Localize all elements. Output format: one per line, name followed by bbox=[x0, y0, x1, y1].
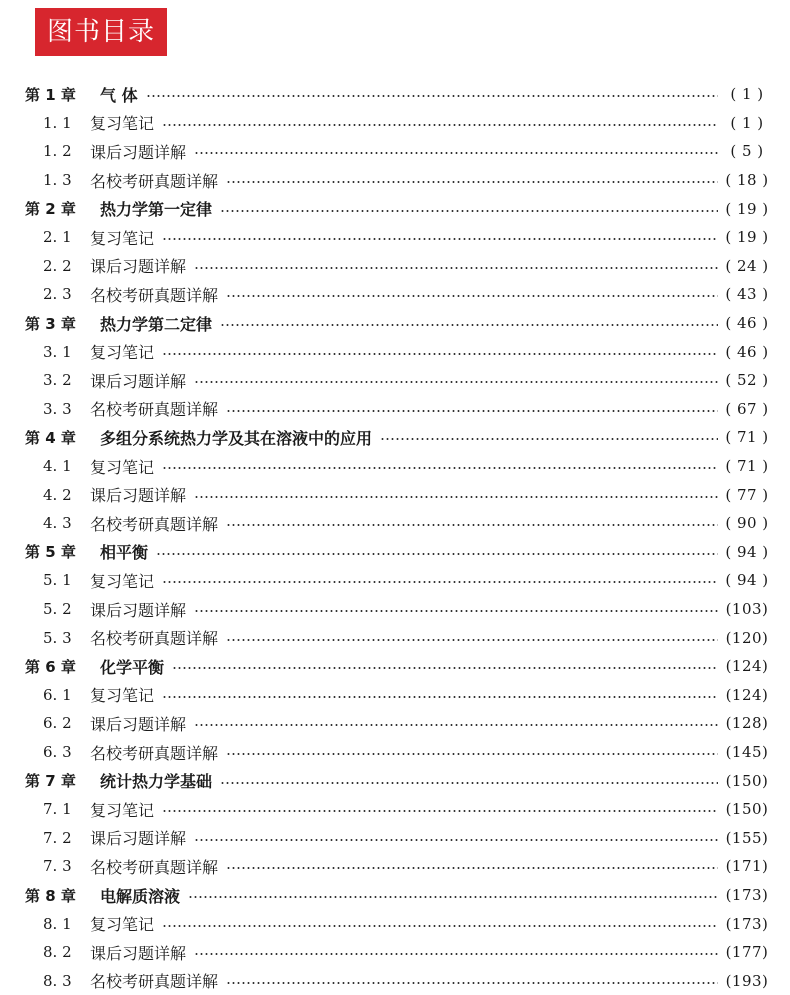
toc-section-row[interactable] bbox=[0, 480, 790, 509]
section-title: 复习笔记 bbox=[90, 343, 155, 363]
toc-section-row[interactable] bbox=[0, 252, 790, 281]
dot-leader bbox=[172, 667, 718, 669]
toc-section-row[interactable] bbox=[0, 452, 790, 481]
page-number: (103) bbox=[725, 600, 769, 619]
page-number: ( 5 ) bbox=[730, 142, 764, 161]
section-title: 课后习题详解 bbox=[90, 371, 187, 391]
toc-section-row[interactable] bbox=[0, 681, 790, 710]
toc-section-row[interactable] bbox=[0, 223, 790, 252]
chapter-number: 第 2 章 bbox=[25, 200, 76, 219]
dot-leader bbox=[194, 152, 718, 154]
chapter-number: 第 6 章 bbox=[25, 657, 76, 676]
section-title: 名校考研真题详解 bbox=[90, 857, 219, 877]
page-number: (120) bbox=[725, 628, 769, 647]
section-title: 复习笔记 bbox=[90, 915, 155, 935]
toc-section-row[interactable] bbox=[0, 395, 790, 424]
dot-leader bbox=[220, 324, 718, 326]
dot-leader bbox=[162, 467, 718, 469]
dot-leader bbox=[162, 925, 718, 927]
dot-leader bbox=[220, 210, 718, 212]
section-number: 2. 2 bbox=[43, 256, 72, 275]
chapter-title: 相平衡 bbox=[100, 543, 149, 563]
section-number: 4. 1 bbox=[43, 457, 72, 476]
page-number: ( 43 ) bbox=[725, 285, 769, 304]
toc-section-row[interactable] bbox=[0, 366, 790, 395]
toc-section-row[interactable] bbox=[0, 738, 790, 767]
toc-chapter-row[interactable] bbox=[0, 652, 790, 681]
section-title: 课后习题详解 bbox=[90, 829, 187, 849]
toc-section-row[interactable] bbox=[0, 166, 790, 195]
section-title: 复习笔记 bbox=[90, 800, 155, 820]
dot-leader bbox=[194, 267, 718, 269]
dot-leader bbox=[162, 810, 718, 812]
toc-section-row[interactable] bbox=[0, 967, 790, 995]
section-title: 课后习题详解 bbox=[90, 142, 187, 162]
dot-leader bbox=[380, 438, 718, 440]
section-number: 2. 3 bbox=[43, 285, 72, 304]
page-number: ( 1 ) bbox=[730, 113, 764, 132]
section-number: 8. 3 bbox=[43, 971, 72, 990]
section-title: 名校考研真题详解 bbox=[90, 171, 219, 191]
toc-section-row[interactable] bbox=[0, 280, 790, 309]
page-number: ( 71 ) bbox=[725, 428, 769, 447]
chapter-title: 化学平衡 bbox=[100, 657, 165, 677]
page-number: ( 94 ) bbox=[725, 542, 769, 561]
section-title: 名校考研真题详解 bbox=[90, 514, 219, 534]
dot-leader bbox=[194, 496, 718, 498]
chapter-title: 多组分系统热力学及其在溶液中的应用 bbox=[100, 428, 373, 448]
section-number: 5. 1 bbox=[43, 571, 72, 590]
page-number: ( 18 ) bbox=[725, 171, 769, 190]
dot-leader bbox=[226, 982, 718, 984]
section-title: 复习笔记 bbox=[90, 571, 155, 591]
section-number: 8. 1 bbox=[43, 914, 72, 933]
toc-chapter-row[interactable] bbox=[0, 766, 790, 795]
section-number: 6. 3 bbox=[43, 743, 72, 762]
chapter-title: 气 体 bbox=[100, 85, 138, 105]
section-number: 3. 1 bbox=[43, 342, 72, 361]
page-number: ( 94 ) bbox=[725, 571, 769, 590]
dot-leader bbox=[194, 381, 718, 383]
toc-chapter-row[interactable] bbox=[0, 194, 790, 223]
dot-leader bbox=[226, 295, 718, 297]
section-title: 课后习题详解 bbox=[90, 486, 187, 506]
toc-chapter-row[interactable] bbox=[0, 881, 790, 910]
toc-section-row[interactable] bbox=[0, 566, 790, 595]
toc-section-row[interactable] bbox=[0, 709, 790, 738]
toc-section-row[interactable] bbox=[0, 852, 790, 881]
page-number: ( 90 ) bbox=[725, 514, 769, 533]
section-number: 3. 3 bbox=[43, 399, 72, 418]
section-number: 6. 2 bbox=[43, 714, 72, 733]
page-number: (193) bbox=[725, 971, 769, 990]
page-number: ( 67 ) bbox=[725, 399, 769, 418]
toc-section-row[interactable] bbox=[0, 595, 790, 624]
page-number: ( 24 ) bbox=[725, 256, 769, 275]
dot-leader bbox=[194, 839, 718, 841]
section-title: 名校考研真题详解 bbox=[90, 972, 219, 992]
page-number: ( 19 ) bbox=[725, 228, 769, 247]
chapter-number: 第 4 章 bbox=[25, 428, 76, 447]
dot-leader bbox=[194, 724, 718, 726]
toc-section-row[interactable] bbox=[0, 795, 790, 824]
toc-section-row[interactable] bbox=[0, 909, 790, 938]
section-number: 5. 3 bbox=[43, 628, 72, 647]
toc-section-row[interactable] bbox=[0, 109, 790, 138]
page-title-banner bbox=[35, 8, 167, 56]
section-title: 复习笔记 bbox=[90, 686, 155, 706]
section-number: 1. 3 bbox=[43, 171, 72, 190]
page-number: (173) bbox=[725, 914, 769, 933]
section-title: 复习笔记 bbox=[90, 457, 155, 477]
page-number: ( 77 ) bbox=[725, 485, 769, 504]
page-number: (128) bbox=[725, 714, 769, 733]
dot-leader bbox=[188, 896, 718, 898]
section-number: 8. 2 bbox=[43, 943, 72, 962]
toc-chapter-row[interactable] bbox=[0, 423, 790, 452]
section-title: 名校考研真题详解 bbox=[90, 400, 219, 420]
chapter-title: 统计热力学基础 bbox=[100, 772, 213, 792]
dot-leader bbox=[226, 867, 718, 869]
section-title: 复习笔记 bbox=[90, 114, 155, 134]
toc-section-row[interactable] bbox=[0, 509, 790, 538]
section-number: 1. 2 bbox=[43, 142, 72, 161]
section-title: 课后习题详解 bbox=[90, 600, 187, 620]
section-number: 2. 1 bbox=[43, 228, 72, 247]
dot-leader bbox=[226, 639, 718, 641]
page-number: (150) bbox=[725, 771, 769, 790]
section-title: 复习笔记 bbox=[90, 228, 155, 248]
section-number: 4. 3 bbox=[43, 514, 72, 533]
page-number: ( 71 ) bbox=[725, 457, 769, 476]
dot-leader bbox=[194, 610, 718, 612]
section-title: 课后习题详解 bbox=[90, 257, 187, 277]
section-title: 名校考研真题详解 bbox=[90, 743, 219, 763]
chapter-title: 电解质溶液 bbox=[100, 886, 181, 906]
chapter-number: 第 1 章 bbox=[25, 85, 76, 104]
page-number: (145) bbox=[725, 743, 769, 762]
dot-leader bbox=[226, 181, 718, 183]
page-number: ( 52 ) bbox=[725, 371, 769, 390]
chapter-number: 第 8 章 bbox=[25, 886, 76, 905]
dot-leader bbox=[162, 353, 718, 355]
section-number: 3. 2 bbox=[43, 371, 72, 390]
page-number: (171) bbox=[725, 857, 769, 876]
toc-chapter-row[interactable] bbox=[0, 80, 790, 109]
section-title: 名校考研真题详解 bbox=[90, 629, 219, 649]
page-number: (177) bbox=[725, 943, 769, 962]
page-number: (124) bbox=[725, 685, 769, 704]
chapter-title: 热力学第一定律 bbox=[100, 200, 213, 220]
page-number: ( 1 ) bbox=[730, 85, 764, 104]
section-number: 7. 1 bbox=[43, 800, 72, 819]
page-number: (155) bbox=[725, 828, 769, 847]
page-title: 图书目录 bbox=[46, 17, 155, 47]
chapter-number: 第 3 章 bbox=[25, 314, 76, 333]
section-number: 1. 1 bbox=[43, 113, 72, 132]
dot-leader bbox=[194, 953, 718, 955]
dot-leader bbox=[226, 753, 718, 755]
section-title: 名校考研真题详解 bbox=[90, 285, 219, 305]
dot-leader bbox=[226, 524, 718, 526]
chapter-number: 第 7 章 bbox=[25, 772, 76, 791]
page-number: (150) bbox=[725, 800, 769, 819]
toc-section-row[interactable] bbox=[0, 623, 790, 652]
page-number: (124) bbox=[725, 657, 769, 676]
dot-leader bbox=[162, 696, 718, 698]
toc-chapter-row[interactable] bbox=[0, 309, 790, 338]
section-number: 6. 1 bbox=[43, 685, 72, 704]
chapter-title: 热力学第二定律 bbox=[100, 314, 213, 334]
toc-section-row[interactable] bbox=[0, 137, 790, 166]
dot-leader bbox=[220, 782, 718, 784]
section-title: 课后习题详解 bbox=[90, 714, 187, 734]
page-number: ( 46 ) bbox=[725, 342, 769, 361]
chapter-number: 第 5 章 bbox=[25, 543, 76, 562]
toc-section-row[interactable] bbox=[0, 938, 790, 967]
dot-leader bbox=[162, 581, 718, 583]
section-title: 课后习题详解 bbox=[90, 943, 187, 963]
dot-leader bbox=[162, 238, 718, 240]
page-number: ( 46 ) bbox=[725, 314, 769, 333]
section-number: 7. 3 bbox=[43, 857, 72, 876]
section-number: 5. 2 bbox=[43, 600, 72, 619]
section-number: 7. 2 bbox=[43, 828, 72, 847]
dot-leader bbox=[146, 95, 718, 97]
section-number: 4. 2 bbox=[43, 485, 72, 504]
dot-leader bbox=[226, 410, 718, 412]
toc-chapter-row[interactable] bbox=[0, 538, 790, 567]
dot-leader bbox=[156, 553, 718, 555]
dot-leader bbox=[162, 124, 718, 126]
page-number: ( 19 ) bbox=[725, 199, 769, 218]
toc-section-row[interactable] bbox=[0, 824, 790, 853]
toc-section-row[interactable] bbox=[0, 337, 790, 366]
page-number: (173) bbox=[725, 886, 769, 905]
